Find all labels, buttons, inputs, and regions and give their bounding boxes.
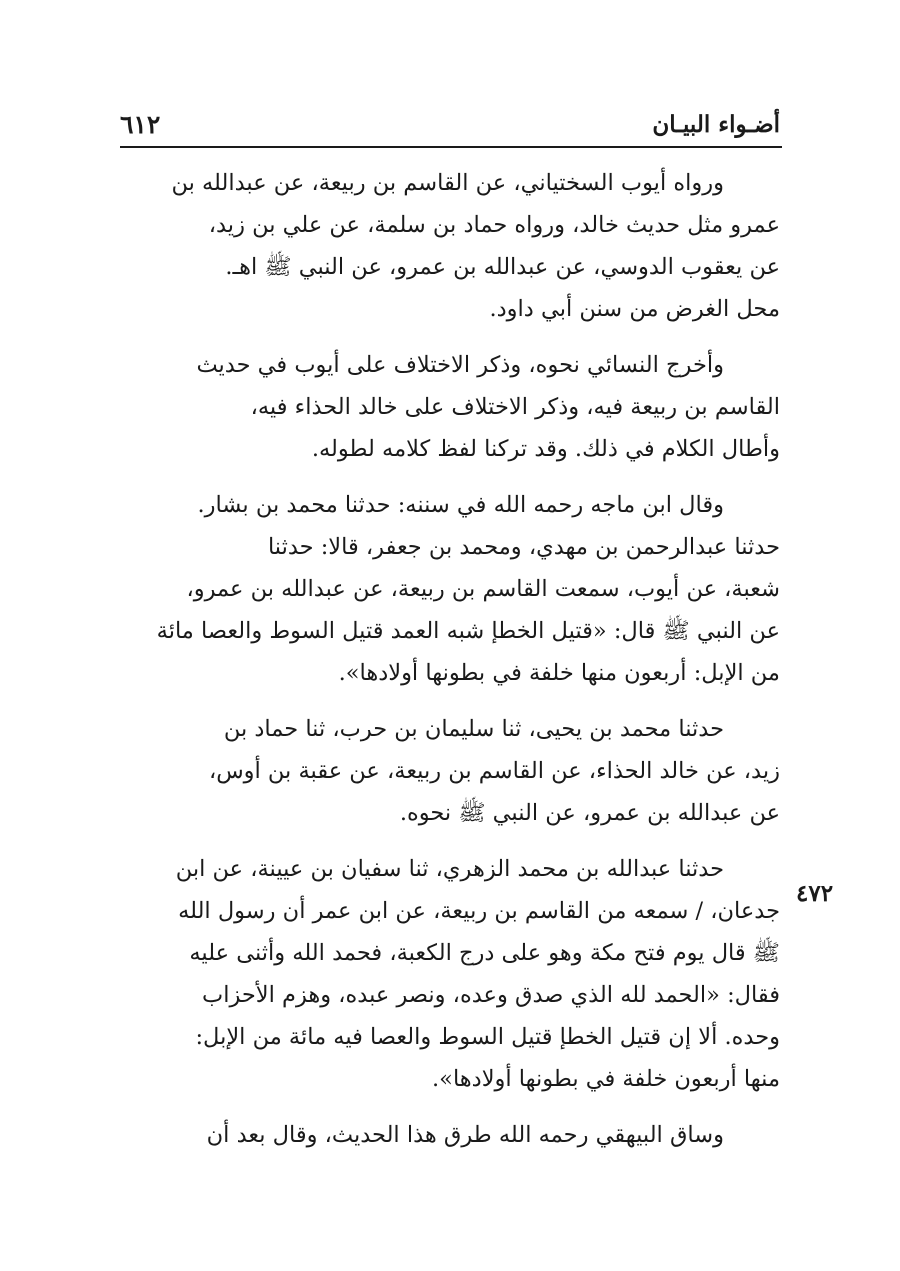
text-line: عن النبي ﷺ قال: «قتيل الخطإ شبه العمد قتيل السوط والعصا مائة	[156, 618, 780, 644]
paragraph	[120, 848, 780, 1100]
text-line: وأخرج النسائي نحوه، وذكر الاختلاف على أيوب في حديث	[196, 352, 724, 378]
paragraph	[120, 344, 780, 470]
text-line: حدثنا محمد بن يحيى، ثنا سليمان بن حرب، ثنا حماد بن	[223, 716, 724, 742]
book-title: أضـواء البيـان	[652, 110, 780, 138]
page-header	[120, 104, 780, 144]
text-line: من الإبل: أربعون منها خلفة في بطونها أولادها».	[338, 660, 780, 686]
margin-page-reference: ٤٧٢	[796, 880, 834, 907]
text-line: حدثنا عبدالله بن محمد الزهري، ثنا سفيان بن عيينة، عن ابن	[175, 856, 724, 882]
text-line: القاسم بن ربيعة فيه، وذكر الاختلاف على خالد الحذاء فيه،	[250, 394, 780, 420]
page-number: ٦١٢	[120, 109, 161, 139]
text-line: وأطال الكلام في ذلك. وقد تركنا لفظ كلامه لطوله.	[311, 436, 780, 462]
text-body	[120, 162, 780, 1170]
text-line: محل الغرض من سنن أبي داود.	[489, 296, 780, 322]
text-line: ورواه أيوب السختياني، عن القاسم بن ربيعة، عن عبدالله بن	[171, 170, 724, 196]
text-line: ﷺ قال يوم فتح مكة وهو على درج الكعبة، فحمد الله وأثنى عليه	[189, 940, 780, 966]
header-rule	[120, 146, 782, 148]
text-line: منها أربعون خلفة في بطونها أولادها».	[432, 1066, 780, 1092]
text-line: عمرو مثل حديث خالد، ورواه حماد بن سلمة، عن علي بن زيد،	[208, 212, 780, 238]
paragraph	[120, 484, 780, 694]
text-line: شعبة، عن أيوب، سمعت القاسم بن ربيعة، عن عبدالله بن عمرو،	[186, 576, 780, 602]
text-line: فقال: «الحمد لله الذي صدق وعده، ونصر عبده، وهزم الأحزاب	[202, 982, 780, 1008]
text-line: عن يعقوب الدوسي، عن عبدالله بن عمرو، عن النبي ﷺ اهـ.	[225, 254, 780, 280]
paragraph	[120, 708, 780, 834]
text-line: وساق البيهقي رحمه الله طرق هذا الحديث، وقال بعد أن	[206, 1122, 724, 1148]
text-line: وحده. ألا إن قتيل الخطإ قتيل السوط والعصا فيه مائة من الإبل:	[195, 1024, 780, 1050]
paragraph	[120, 162, 780, 330]
text-line: جدعان، / سمعه من القاسم بن ربيعة، عن ابن عمر أن رسول الله	[178, 898, 780, 924]
text-line: عن عبدالله بن عمرو، عن النبي ﷺ نحوه.	[399, 800, 780, 826]
paragraph	[120, 1114, 780, 1156]
text-line: حدثنا عبدالرحمن بن مهدي، ومحمد بن جعفر، قالا: حدثنا	[267, 534, 780, 560]
text-line: وقال ابن ماجه رحمه الله في سننه: حدثنا محمد بن بشار.	[197, 492, 724, 518]
text-line: زيد، عن خالد الحذاء، عن القاسم بن ربيعة، عن عقبة بن أوس،	[208, 758, 780, 784]
